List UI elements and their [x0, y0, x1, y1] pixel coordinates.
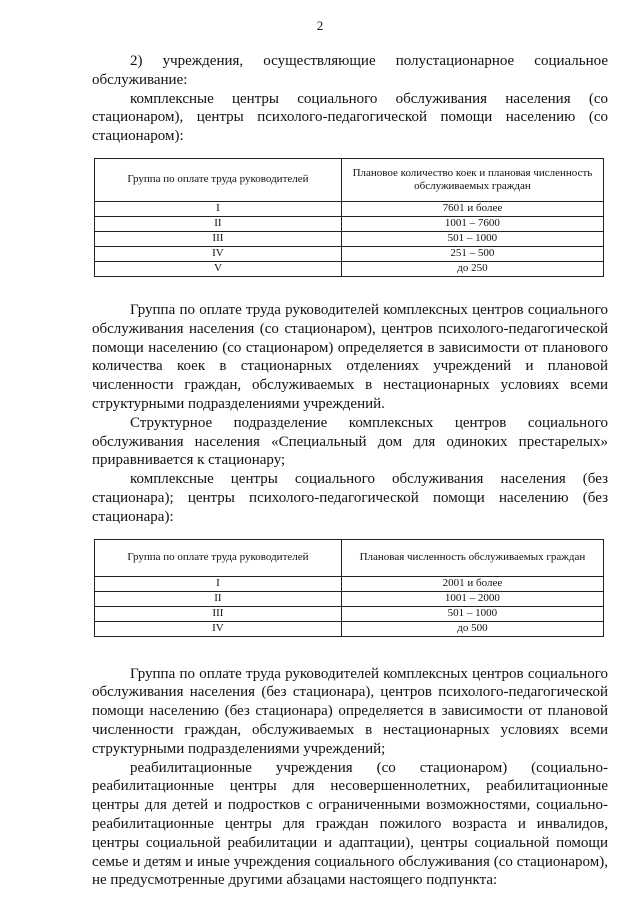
item-intro-paragraph: 2) учреждения, осуществляющие полустационарное социальное обслуживание:	[92, 53, 608, 88]
table-cell-group: I	[95, 576, 342, 591]
table-cell-value: 501 – 1000	[341, 231, 603, 246]
page-number: 2	[316, 18, 324, 33]
table-row	[95, 606, 604, 621]
table-row	[95, 576, 604, 591]
table-header-cell: Группа по оплате труда руководителей	[95, 158, 342, 201]
table-cell-group: V	[95, 261, 342, 276]
table-cell-group: II	[95, 216, 342, 231]
group-definition-paragraph-1: Группа по оплате труда руководителей комплексных центров социального обслуживания населения (со стационаром), центров психолого-педагогической помощи населению (со стационаром) определяется в зависимости от планового количества коек в стационарных отделениях учреждений и плановой численности граждан, обслуживаемых в нестационарных условиях всеми структурными подразделениями учреждений.	[92, 301, 608, 412]
table-cell-value: 1001 – 7600	[341, 216, 603, 231]
table-cell-value: до 500	[341, 621, 603, 636]
table-cell-group: IV	[95, 621, 342, 636]
table-cell-value: 251 – 500	[341, 246, 603, 261]
table-groups-without-inpatient	[94, 539, 604, 637]
table-header-row	[95, 158, 604, 201]
table-cell-value: до 250	[341, 261, 603, 276]
rehabilitation-institutions-paragraph: реабилитационные учреждения (со стационаром) (социально-реабилитационные центры для несовершеннолетних, реабилитационные центры для детей и подростков с ограниченными возможностями, социально-реабилитационные центры для граждан пожилого возраста и инвалидов, центры социальной реабилитации и адаптации), центры социальной помощи семье и детям и иные учреждения социального обслуживания (со стационаром), не предусмотренные другими абзацами настоящего подпункта:	[92, 759, 608, 889]
table-cell-value: 2001 и более	[341, 576, 603, 591]
table-row	[95, 201, 604, 216]
table-cell-value: 7601 и более	[341, 201, 603, 216]
table-row	[95, 246, 604, 261]
table-groups-with-inpatient	[94, 158, 604, 277]
table-header-cell: Группа по оплате труда руководителей	[95, 539, 342, 576]
table-cell-group: II	[95, 591, 342, 606]
table-cell-value: 1001 – 2000	[341, 591, 603, 606]
table-row	[95, 591, 604, 606]
document-body	[92, 52, 608, 890]
group-definition-paragraph-2: Группа по оплате труда руководителей комплексных центров социального обслуживания населения (без стационара), центров психолого-педагогической помощи населению (без стационара) определяется в зависимости от плановой численности граждан, обслуживаемых в нестационарных условиях всеми структурными подразделениями учреждений;	[92, 665, 608, 757]
table-header-cell: Плановое количество коек и плановая численность обслуживаемых граждан	[341, 158, 603, 201]
table-row	[95, 261, 604, 276]
table-cell-group: III	[95, 606, 342, 621]
table-header-row	[95, 539, 604, 576]
table-row	[95, 216, 604, 231]
table-header-cell: Плановая численность обслуживаемых граждан	[341, 539, 603, 576]
structural-unit-paragraph: Структурное подразделение комплексных центров социального обслуживания населения «Специальный дом для одиноких престарелых» приравнивается к стационару;	[92, 414, 608, 469]
table-cell-group: I	[95, 201, 342, 216]
list-paragraph-without-inpatient: комплексные центры социального обслуживания населения (без стационара); центры психолого-педагогической помощи населению (без стационара):	[92, 471, 608, 525]
table-cell-value: 501 – 1000	[341, 606, 603, 621]
table-cell-group: III	[95, 231, 342, 246]
table-row	[95, 231, 604, 246]
table-row	[95, 621, 604, 636]
table-cell-group: IV	[95, 246, 342, 261]
list-paragraph-with-inpatient: комплексные центры социального обслуживания населения (со стационаром), центры психолого-педагогической помощи населению (со стационаром):	[92, 90, 608, 145]
